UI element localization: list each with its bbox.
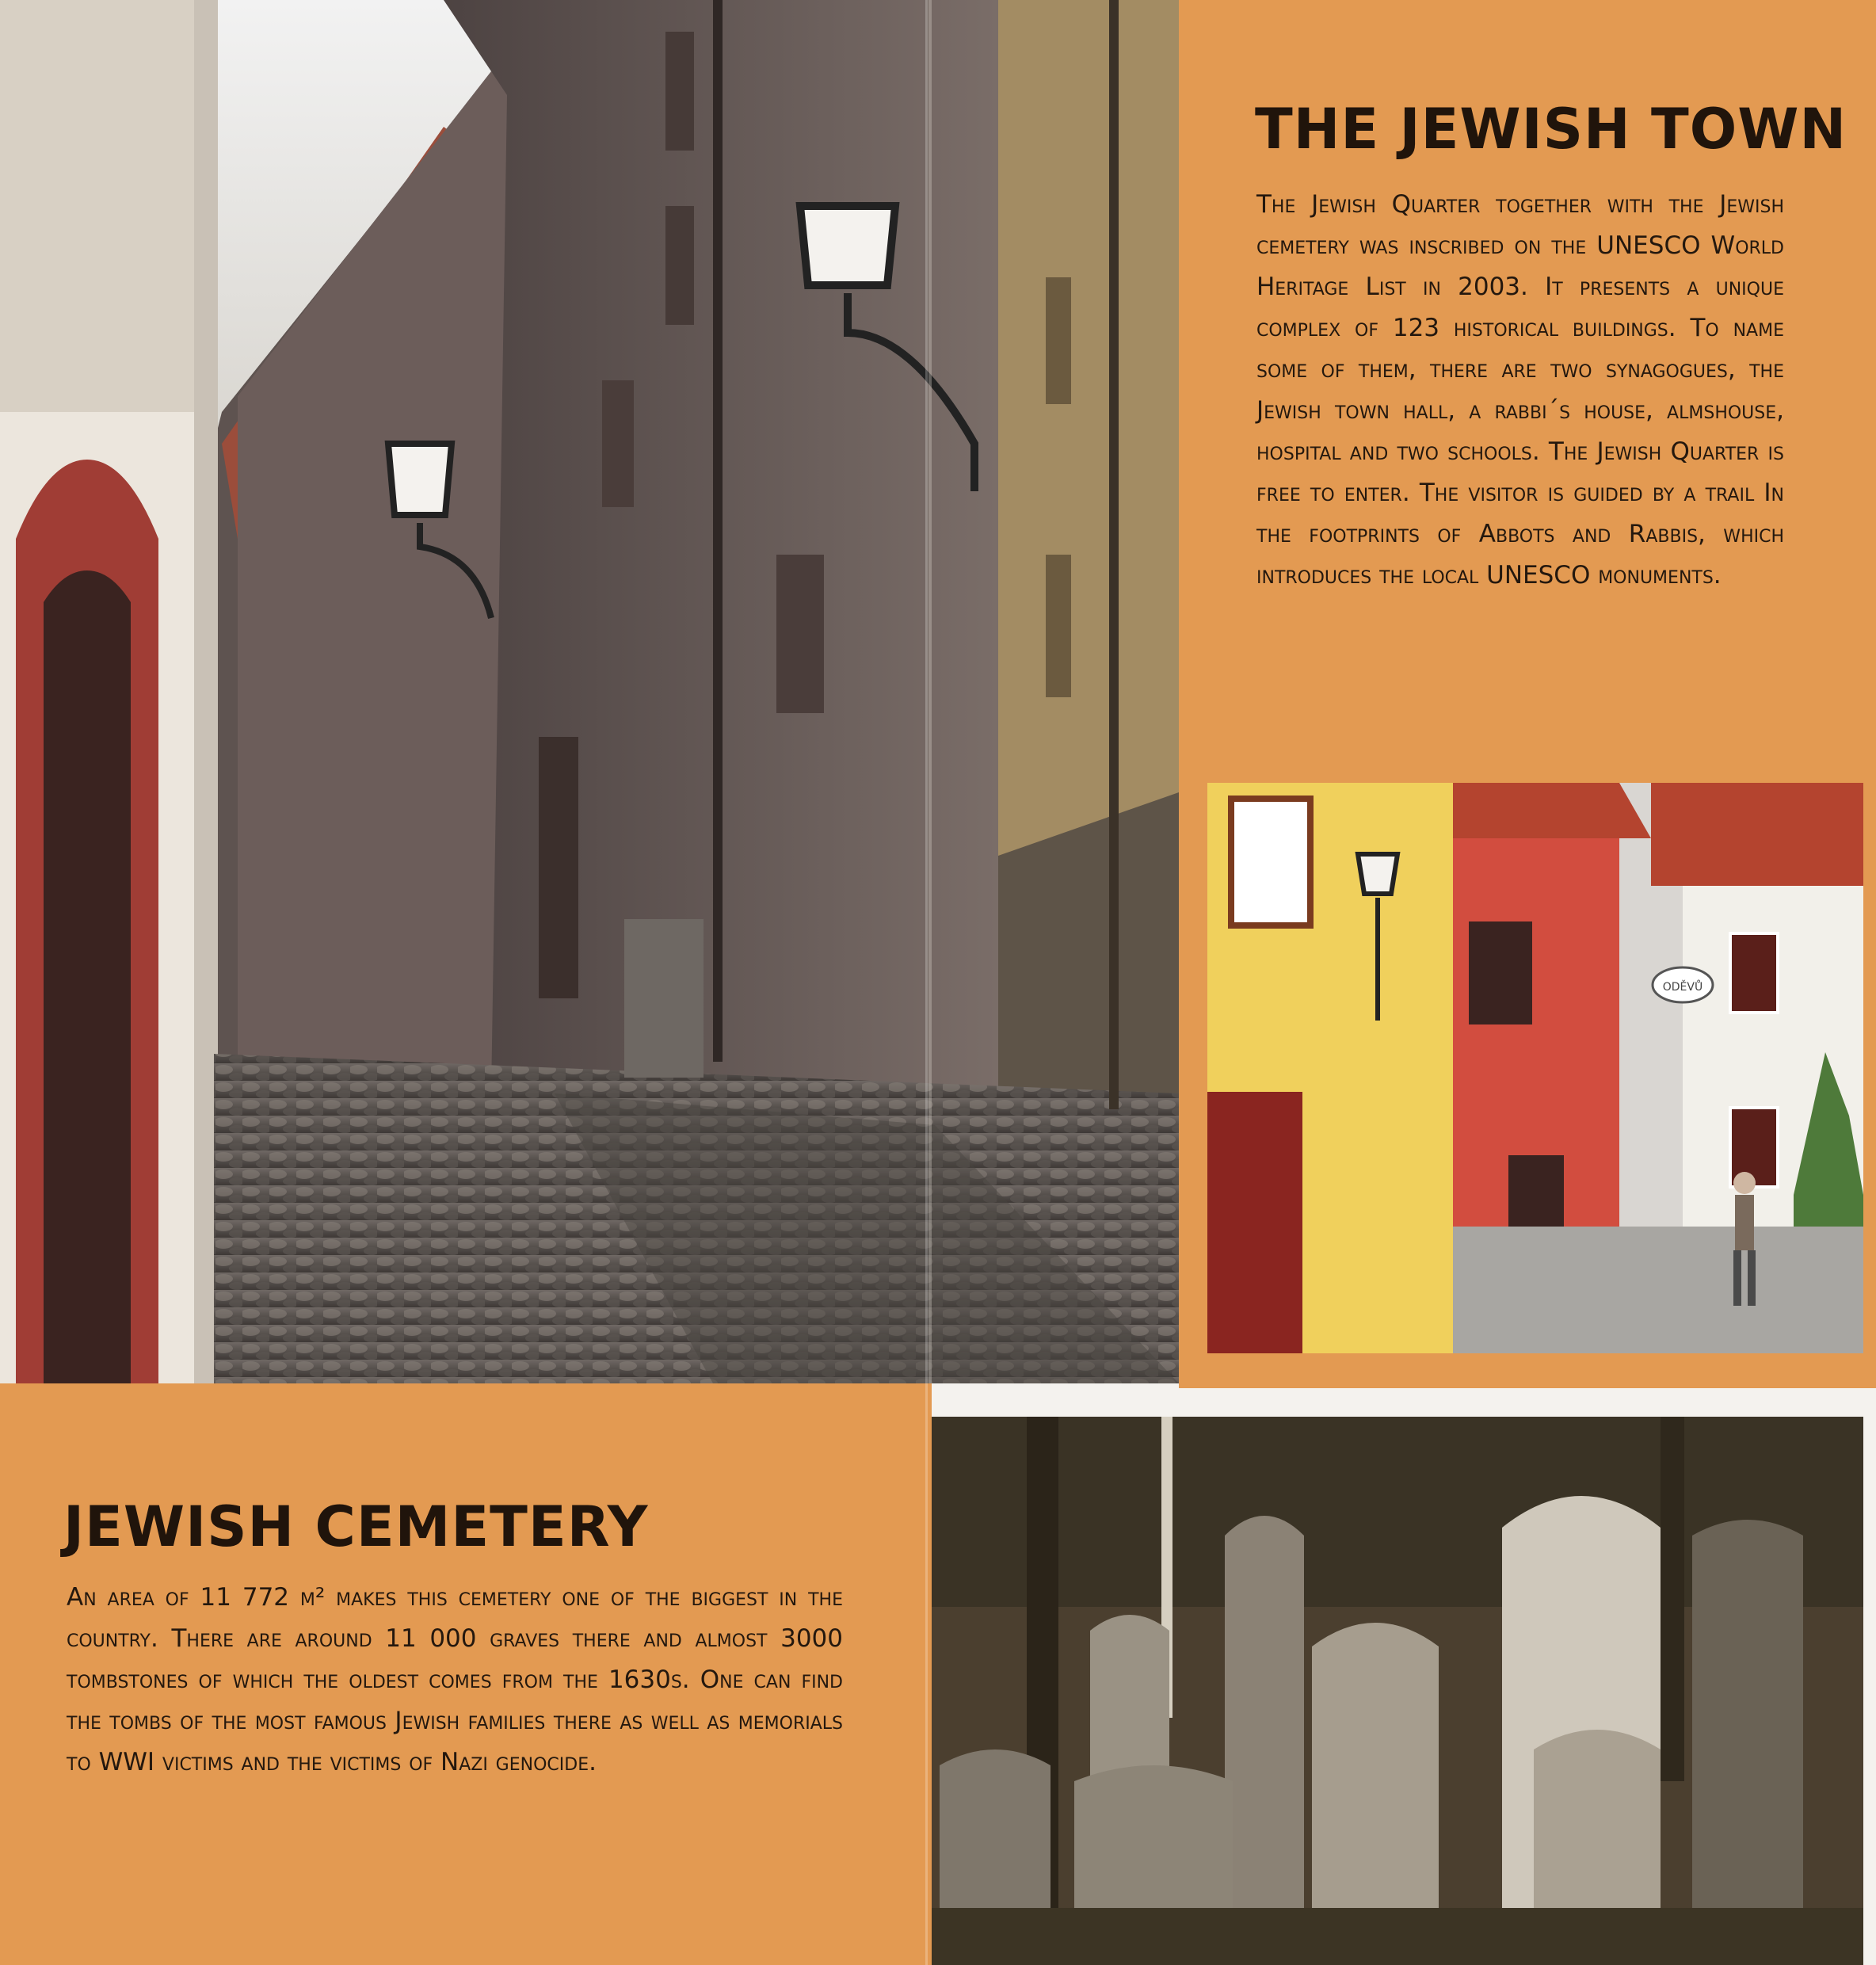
cemetery-photo (932, 1417, 1863, 1965)
jewish-town-title: THE JEWISH TOWN (1255, 97, 1847, 162)
jewish-town-paragraph: The Jewish Quarter together with the Jewish cemetery was inscribed on the UNESCO World Heritage List in 2003. It presents a unique complex of 123 historical buildings. To name some of them, there are two synagogues, the Jewish town hall, a rabbi´s house, almshouse, hospital and two schools. The Jewish Quarter is free to enter. The visitor is guided by a trail In the footprints of Abbots and Rabbis, which introduces the local UNESCO monuments. (1256, 190, 1784, 590)
street-photo (0, 0, 1179, 1383)
jewish-cemetery-title: JEWISH CEMETERY (63, 1494, 649, 1559)
fold-line (925, 0, 928, 1965)
jewish-cemetery-paragraph: An area of 11 772 m² makes this cemetery one of the biggest in the country. There are around 11 000 graves there and almost 3000 tombstones of which the oldest comes from the 1630s. One can find the tombs of the most famous Jewish families there as well as memorials to WWI victims and the victims of Nazi genocide. (67, 1583, 843, 1776)
colorful-houses-photo (1207, 783, 1863, 1353)
shop-sign-text: ODĚVŮ (1662, 981, 1703, 994)
